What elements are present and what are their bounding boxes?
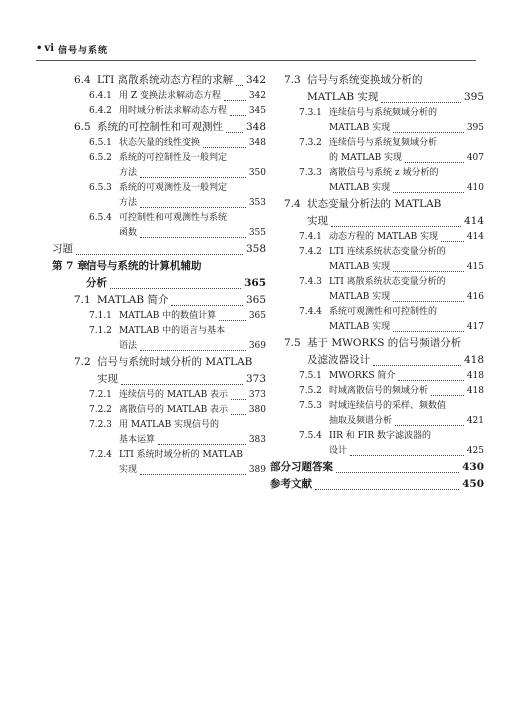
toc-entry-title: 的 MATLAB 实现 [329, 153, 403, 163]
toc-entry-title: 离散信号的 MATLAB 表示 [119, 405, 229, 415]
toc-entry-title: 时域连续信号的采样、频数值 [329, 401, 447, 411]
toc-entry[interactable] [270, 151, 484, 166]
toc-entry[interactable] [52, 418, 266, 433]
toc-entry[interactable] [270, 399, 484, 414]
toc-entry-title: MATLAB 中的数值计算 [119, 311, 217, 321]
toc-entry-title: MATLAB 实现 [329, 322, 391, 332]
toc-entry-title: 参考文献 [270, 478, 312, 490]
toc-entry[interactable] [52, 196, 266, 211]
toc-entry-page: 380 [248, 405, 266, 415]
toc-entry[interactable] [270, 369, 484, 384]
toc-entry-number: 6.5.1 [89, 138, 112, 148]
toc-entry-title: 用 MATLAB 实现信号的 [119, 420, 220, 430]
dot-leader [441, 241, 464, 242]
toc-entry-page: 342 [245, 74, 266, 86]
toc-entry-title: LTI 离散系统动态方程的求解 [97, 74, 234, 86]
toc-entry-number: 7.1.1 [89, 311, 112, 321]
toc-entry[interactable] [52, 448, 266, 463]
toc-entry[interactable] [270, 414, 484, 429]
toc-entry[interactable] [270, 260, 484, 275]
toc-entry-title: 方法 [119, 198, 138, 208]
toc-entry-title: 信号与系统时域分析的 MATLAB [97, 356, 253, 368]
dot-leader [226, 132, 243, 133]
toc-entry-title: 连续信号与系统复频域分析 [329, 138, 438, 148]
toc-entry[interactable] [270, 305, 484, 320]
toc-entry-number: 7.2.1 [89, 390, 112, 400]
toc-entry-title: 离散信号与系统 z 域分析的 [329, 168, 439, 178]
toc-entry-title: 及滤波器设计 [307, 354, 370, 366]
toc-entry-number: 7.5 [284, 337, 301, 349]
dot-leader [393, 192, 464, 193]
toc-entry-title: 分析 [86, 277, 107, 289]
toc-entry[interactable] [270, 89, 484, 106]
dot-leader [331, 226, 461, 227]
toc-entry[interactable] [52, 463, 266, 478]
dot-leader [171, 305, 243, 306]
toc-entry-title: 系统的可控制性和可观测性 [97, 121, 223, 133]
toc-entry[interactable] [52, 119, 266, 136]
toc-entry-title: 信号与系统的计算机辅助 [86, 260, 202, 272]
toc-entry-page: 348 [248, 138, 266, 148]
toc-entry-number: 7.1 [74, 294, 91, 306]
dot-leader [230, 115, 246, 116]
toc-entry-number: 第 7 章 [52, 260, 88, 272]
toc-entry[interactable] [270, 166, 484, 181]
toc-entry-title: LTI 离散系统状态变量分析的 [329, 277, 446, 287]
dot-leader [315, 489, 459, 490]
dot-leader [431, 395, 464, 396]
toc-entry-title: MATLAB 中的语言与基本 [119, 326, 226, 336]
toc-entry-number: 6.5.2 [89, 153, 112, 163]
toc-entry[interactable] [270, 352, 484, 369]
toc-entry-title: 实现 [119, 465, 138, 475]
toc-entry[interactable] [270, 72, 484, 89]
toc-entry-page: 395 [466, 123, 484, 133]
dot-leader [224, 100, 246, 101]
toc-entry-title: IIR 和 FIR 数字滤波器的 [329, 431, 432, 441]
toc-entry-title: 方法 [119, 168, 138, 178]
toc-entry-number: 7.3.3 [299, 168, 322, 178]
toc-entry[interactable] [270, 384, 484, 399]
toc-entry-number: 6.4.1 [89, 91, 112, 101]
toc-entry-page: 418 [466, 386, 484, 396]
toc-entry-page: 425 [466, 446, 484, 456]
toc-entry-page: 342 [248, 91, 266, 101]
dot-leader [350, 455, 464, 456]
toc-entry-title: 抽取及频谱分析 [329, 416, 393, 426]
toc-entry-page: 358 [245, 243, 266, 255]
book-title: 信号与系统 [58, 46, 109, 56]
toc-entry-page: 421 [466, 416, 484, 426]
toc-entry-title: 实现 [307, 215, 328, 227]
toc-entry-title: 状态变量分析法的 MATLAB [307, 198, 442, 210]
toc-entry-page: 389 [248, 465, 266, 475]
toc-entry[interactable] [270, 121, 484, 136]
toc-entry[interactable] [52, 403, 266, 418]
toc-entry-number: 7.4 [284, 198, 301, 210]
toc-entry-page: 417 [466, 322, 484, 332]
toc-entry-title: MATLAB 实现 [329, 262, 391, 272]
dot-leader [393, 331, 464, 332]
toc-entry-page: 365 [245, 294, 266, 306]
toc-entry[interactable] [52, 371, 266, 388]
toc-entry[interactable] [52, 89, 266, 104]
toc-entry[interactable] [52, 275, 266, 292]
toc-entry[interactable] [52, 324, 266, 339]
dot-leader [393, 271, 464, 272]
toc-entry[interactable] [270, 106, 484, 121]
toc-entry[interactable] [52, 211, 266, 226]
toc-entry-number: 7.3.1 [299, 108, 322, 118]
toc-entry-title: 状态矢量的线性变换 [119, 138, 201, 148]
toc-entry-page: 416 [466, 292, 484, 302]
dot-leader [236, 85, 243, 86]
toc-entry-title: 时域离散信号的频域分析 [329, 386, 429, 396]
dot-leader [140, 177, 246, 178]
page-number-text: vi [44, 43, 55, 54]
toc-entry[interactable] [52, 151, 266, 166]
toc-entry-title: LTI 连续系统状态变量分析的 [329, 247, 446, 257]
toc-entry-number: 7.1.2 [89, 326, 112, 336]
dot-leader [158, 444, 246, 445]
toc-right-column [270, 72, 484, 493]
toc-entry-number: 6.5.3 [89, 183, 112, 193]
toc-entry[interactable] [52, 104, 266, 119]
toc-entry-page: 414 [463, 215, 484, 227]
toc-entry-title: 部分习题答案 [270, 461, 333, 473]
toc-entry-number: 6.5.4 [89, 213, 112, 223]
toc-entry-title: 用 Z 变换法求解动态方程 [119, 91, 221, 101]
dot-leader [231, 399, 246, 400]
toc-entry[interactable] [270, 213, 484, 230]
toc-entry[interactable] [270, 196, 484, 213]
toc-entry[interactable] [52, 258, 266, 275]
dot-leader [336, 472, 459, 473]
toc-entry-page: 430 [462, 461, 484, 473]
toc-entry-title: MATLAB 实现 [329, 183, 391, 193]
toc-entry[interactable] [270, 290, 484, 305]
toc-entry[interactable] [52, 181, 266, 196]
toc-entry[interactable] [52, 309, 266, 324]
toc-entry-title: 可控制性和可观测性与系统 [119, 213, 228, 223]
dot-leader [395, 425, 464, 426]
toc-entry-number: 7.5.4 [299, 431, 322, 441]
toc-entry-title: MATLAB 简介 [97, 294, 169, 306]
toc-entry-page: 365 [248, 311, 266, 321]
dot-leader [381, 102, 461, 103]
toc-entry[interactable] [270, 275, 484, 290]
toc-entry[interactable] [270, 429, 484, 444]
dot-leader [110, 288, 241, 289]
toc-entry-title: MATLAB 实现 [329, 292, 391, 302]
toc-entry-page: 345 [248, 106, 266, 116]
toc-entry-number: 7.4.4 [299, 307, 322, 317]
dot-leader [405, 162, 464, 163]
toc-entry-title: 信号与系统变换域分析的 [307, 74, 423, 86]
toc-entry-number: 7.4.3 [299, 277, 322, 287]
dot-leader [140, 207, 246, 208]
bullet-icon: • [36, 43, 43, 54]
toc-entry[interactable] [52, 388, 266, 403]
toc-entry-page: 383 [248, 435, 266, 445]
toc-entry-number: 7.5.2 [299, 386, 322, 396]
toc-entry-title: 系统的可控制性及一般判定 [119, 153, 228, 163]
toc-entry-title: 基本运算 [119, 435, 156, 445]
toc-entry[interactable] [270, 320, 484, 335]
toc-entry-number: 6.4.2 [89, 106, 112, 116]
toc-entry-page: 418 [463, 354, 484, 366]
toc-entry-title: 设计 [329, 446, 348, 456]
toc-entry-number: 7.5.1 [299, 371, 322, 381]
toc-entry-number: 7.2.3 [89, 420, 112, 430]
toc-entry-page: 348 [245, 121, 266, 133]
dot-leader [231, 414, 246, 415]
toc-entry[interactable] [270, 230, 484, 245]
toc-entry-title: 语法 [119, 341, 138, 351]
toc-entry-number: 7.3.2 [299, 138, 322, 148]
dot-leader [219, 320, 246, 321]
toc-entry-page: 414 [466, 232, 484, 242]
dot-leader [121, 384, 243, 385]
toc-entry-number: 6.4 [74, 74, 91, 86]
toc-entry[interactable] [270, 459, 484, 476]
toc-entry-number: 7.2.4 [89, 450, 112, 460]
toc-entry-title: 连续信号与系统频域分析的 [329, 108, 438, 118]
toc-entry-number: 6.5 [74, 121, 91, 133]
toc-entry-page: 407 [466, 153, 484, 163]
toc-entry-page: 395 [463, 91, 484, 103]
toc-entry-page: 369 [248, 341, 266, 351]
toc-entry-title: LTI 系统时域分析的 MATLAB [119, 450, 243, 460]
toc-entry-page: 410 [466, 183, 484, 193]
toc-entry[interactable] [270, 476, 484, 493]
toc-entry-page: 353 [248, 198, 266, 208]
toc-entry-number: 7.2 [74, 356, 91, 368]
toc-entry-page: 373 [248, 390, 266, 400]
toc-entry-page: 350 [248, 168, 266, 178]
dot-leader [140, 237, 246, 238]
toc-entry[interactable] [52, 136, 266, 151]
toc-entry-title: 函数 [119, 228, 138, 238]
toc-entry[interactable] [52, 433, 266, 448]
toc-entry-number: 7.2.2 [89, 405, 112, 415]
toc-entry[interactable] [52, 241, 266, 258]
dot-leader [398, 380, 463, 381]
toc-left-column [52, 72, 266, 478]
toc-entry-page: 418 [466, 371, 484, 381]
toc-entry[interactable] [52, 166, 266, 181]
dot-leader [373, 365, 461, 366]
toc-entry-page: 450 [462, 478, 484, 490]
toc-entry[interactable] [52, 72, 266, 89]
toc-entry-number: 7.5.3 [299, 401, 322, 411]
dot-leader [140, 474, 246, 475]
toc-entry-number: 7.4.2 [299, 247, 322, 257]
toc-entry[interactable] [270, 245, 484, 260]
toc-entry[interactable] [270, 181, 484, 196]
toc-entry-title: 动态方程的 MATLAB 实现 [329, 232, 439, 242]
toc-entry-number: 7.4.1 [299, 232, 322, 242]
toc-entry[interactable] [270, 136, 484, 151]
dot-leader [203, 147, 246, 148]
toc-entry-number: 7.3 [284, 74, 301, 86]
toc-entry-page: 355 [248, 228, 266, 238]
toc-entry[interactable] [52, 226, 266, 241]
page-number [36, 43, 54, 54]
toc-entry[interactable] [52, 354, 266, 371]
toc-entry[interactable] [270, 444, 484, 459]
running-header [36, 44, 476, 61]
toc-entry-title: MATLAB 实现 [307, 91, 379, 103]
toc-entry-title: 基于 MWORKS 的信号频谱分析 [307, 337, 462, 349]
toc-entry-page: 415 [466, 262, 484, 272]
dot-leader [140, 350, 246, 351]
toc-entry-title: 连续信号的 MATLAB 表示 [119, 390, 229, 400]
dot-leader [393, 301, 464, 302]
toc-entry-title: 实现 [97, 373, 118, 385]
toc-entry-page: 373 [245, 373, 266, 385]
dot-leader [393, 132, 464, 133]
toc-entry-page: 365 [244, 277, 266, 289]
toc-entry-title: 习题 [52, 243, 73, 255]
toc-entry[interactable] [270, 335, 484, 352]
toc-entry-title: MATLAB 实现 [329, 123, 391, 133]
toc-entry-title: MWORKS 简介 [329, 371, 396, 381]
dot-leader [76, 254, 243, 255]
toc-entry[interactable] [52, 339, 266, 354]
toc-entry-title: 系统的可观测性及一般判定 [119, 183, 228, 193]
toc-entry[interactable] [52, 292, 266, 309]
toc-entry-title: 用时域分析法求解动态方程 [119, 106, 228, 116]
toc-entry-title: 系统可观测性和可控制性的 [329, 307, 438, 317]
